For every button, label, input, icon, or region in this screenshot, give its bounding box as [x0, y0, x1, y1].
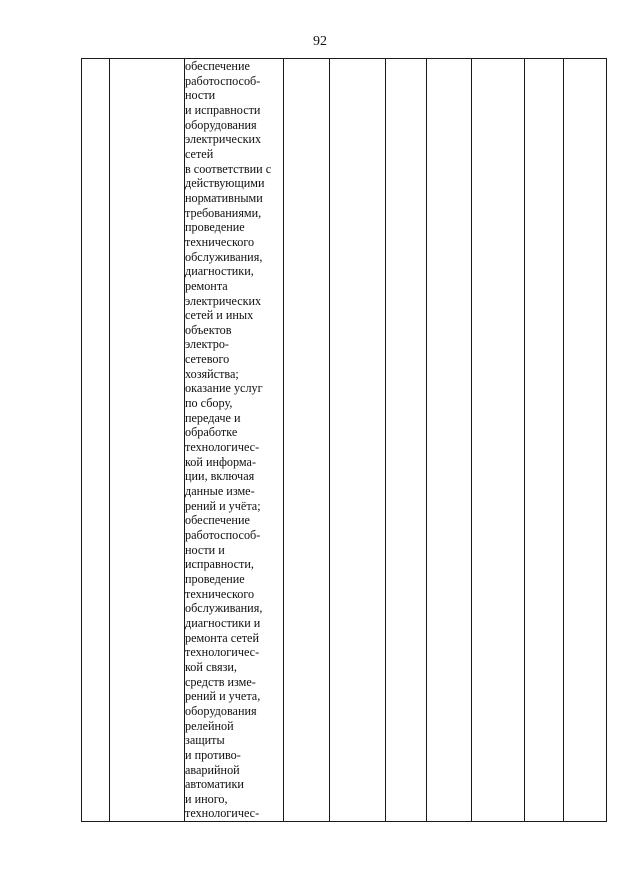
- cell-text-line: технического: [185, 234, 255, 249]
- cell-text: [185, 59, 283, 821]
- data-table: [81, 58, 607, 822]
- cell-text-line: требованиями,: [185, 205, 262, 220]
- cell-text-line: диагностики,: [185, 264, 254, 279]
- cell-text-line: кой связи,: [185, 659, 237, 674]
- table-row: [82, 59, 607, 822]
- cell-text-line: автоматики: [185, 777, 244, 792]
- cell-text-line: обеспечение: [185, 59, 250, 73]
- cell-text-line: ремонта: [185, 278, 228, 293]
- cell-text-line: и иного,: [185, 791, 228, 806]
- cell-text-line: обработке: [185, 425, 238, 440]
- cell-text-line: электрических: [185, 132, 262, 147]
- cell-text-line: ции, включая: [185, 469, 255, 484]
- table-cell-col-1: [82, 59, 110, 822]
- cell-text-line: технологичес-: [185, 440, 260, 455]
- cell-text-line: ности: [185, 88, 216, 103]
- table-cell-col-9: [525, 59, 564, 822]
- cell-text-line: аварийной: [185, 762, 240, 777]
- cell-text-line: электрических: [185, 293, 262, 308]
- table-cell-col-10: [564, 59, 607, 822]
- cell-text-line: хозяйства;: [185, 366, 239, 381]
- table-cell-col-7: [427, 59, 472, 822]
- cell-text-line: средств изме-: [185, 674, 256, 689]
- cell-text-line: работоспособ-: [185, 528, 261, 542]
- cell-text-line: технологичес-: [185, 806, 260, 821]
- cell-text-line: оказание услуг: [185, 381, 263, 396]
- table-cell-col-2: [110, 59, 185, 822]
- cell-text-line: оборудования: [185, 703, 257, 718]
- cell-text-line: данные изме-: [185, 484, 255, 499]
- cell-text-line: работоспособ-: [185, 73, 261, 88]
- cell-text-line: и противо-: [185, 747, 241, 762]
- cell-text-line: действующими: [185, 176, 265, 191]
- table-cell-col-4: [284, 59, 330, 822]
- cell-text-line: рений и учёта;: [185, 498, 261, 513]
- cell-text-line: оборудования: [185, 117, 257, 132]
- cell-text-line: ности и: [185, 542, 225, 557]
- cell-text-line: релейной: [185, 718, 234, 733]
- cell-text-line: в соответствии с: [185, 161, 272, 176]
- cell-text-line: технического: [185, 586, 255, 601]
- table-cell-col-6: [386, 59, 427, 822]
- cell-text-line: обслуживания,: [185, 601, 263, 616]
- table-cell-col-8: [472, 59, 525, 822]
- cell-text-line: проведение: [185, 220, 245, 235]
- cell-text-line: и исправности: [185, 102, 261, 117]
- table-cell-col-3: [185, 59, 284, 822]
- cell-text-line: нормативными: [185, 190, 263, 205]
- cell-text-line: технологичес-: [185, 645, 260, 660]
- cell-text-line: передаче и: [185, 410, 241, 425]
- cell-text-line: сетей и иных: [185, 308, 254, 323]
- cell-text-line: кой информа-: [185, 454, 257, 469]
- table-cell-col-5: [330, 59, 386, 822]
- cell-text-line: проведение: [185, 571, 245, 586]
- cell-text-line: обеспечение: [185, 513, 250, 528]
- cell-text-line: рений и учета,: [185, 689, 261, 704]
- cell-text-line: по сбору,: [185, 396, 233, 411]
- cell-text-line: диагностики и: [185, 615, 261, 630]
- cell-text-line: сетевого: [185, 352, 230, 367]
- cell-text-line: обслуживания,: [185, 249, 263, 264]
- cell-text-line: защиты: [185, 733, 225, 748]
- page-number: 92: [313, 34, 327, 49]
- cell-text-line: сетей: [185, 146, 214, 161]
- cell-text-line: электро-: [185, 337, 229, 352]
- cell-text-line: ремонта сетей: [185, 630, 259, 645]
- cell-text-line: объектов: [185, 322, 232, 337]
- cell-text-line: исправности,: [185, 557, 254, 572]
